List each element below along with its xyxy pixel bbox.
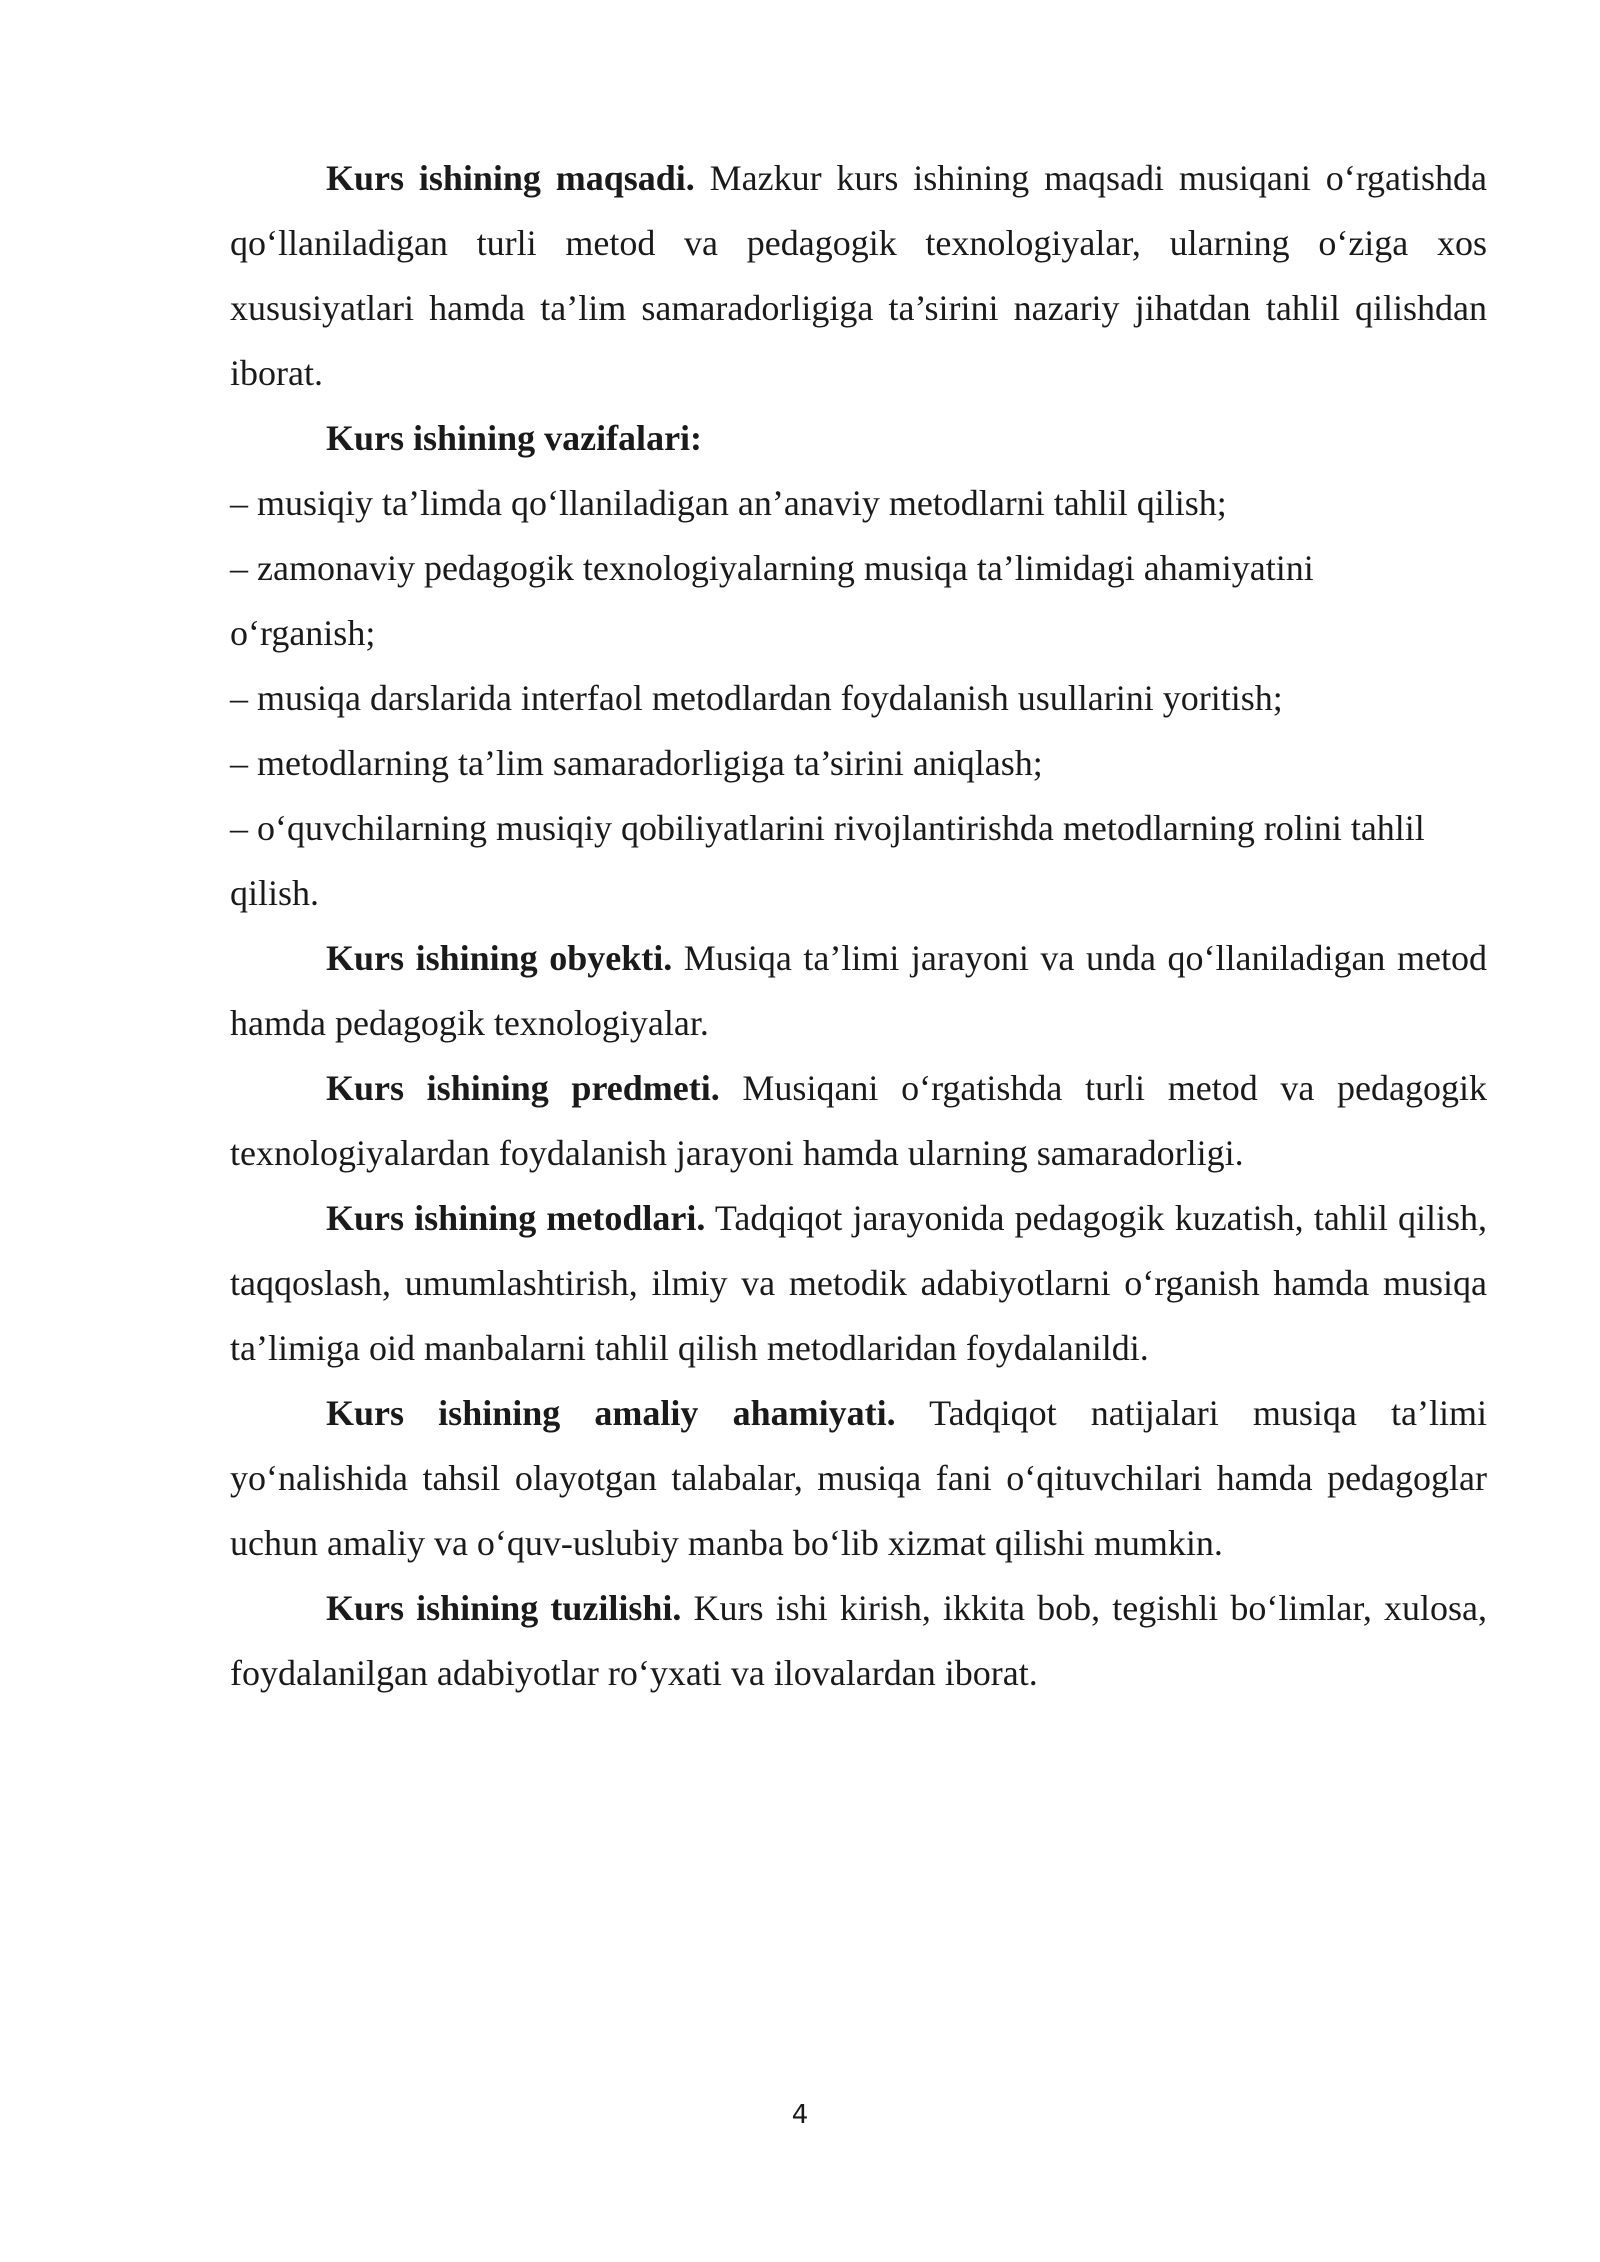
aim-text: Mazkur kurs ishining maqsadi musiqani o‘rgatishda qo‘llaniladigan turli metod va pedagogik texnologiyalar, ularning o‘ziga xos xususiyatlari hamda ta’lim samaradorligiga ta’sirini nazariy jihatdan tahlil qilishdan iborat.	[230, 158, 1487, 393]
methods-heading: Kurs ishining metodlari.	[326, 1198, 706, 1238]
task-item: – zamonaviy pedagogik texnologiyalarning musiqa ta’limidagi ahamiyatini o‘rganish;	[230, 548, 1314, 653]
methods-text: Tadqiqot jarayonida pedagogik kuzatish, tahlil qilish, taqqoslash, umumlashtirish, ilmiy va metodik adabiyotlarni o‘rganish hamda musiqa ta’limiga oid manbalarni tahlil qilish metodlaridan foydalanildi.	[230, 1198, 1487, 1368]
tasks-heading: Kurs ishining vazifalari:	[326, 418, 703, 458]
aim-paragraph	[230, 146, 1487, 406]
object-heading: Kurs ishining obyekti.	[326, 938, 673, 978]
subject-heading: Kurs ishining predmeti.	[326, 1068, 720, 1108]
object-text: Musiqa ta’limi jarayoni va unda qo‘llaniladigan metod hamda pedagogik texnologiyalar.	[230, 938, 1487, 1043]
task-item: – metodlarning ta’lim samaradorligiga ta’sirini aniqlash;	[230, 743, 1043, 783]
tasks-heading-paragraph	[230, 406, 1487, 471]
structure-text: Kurs ishi kirish, ikkita bob, tegishli bo‘limlar, xulosa, foydalanilgan adabiyotlar ro‘yxati va ilovalardan iborat.	[230, 1588, 1487, 1693]
task-item: – musiqa darslarida interfaol metodlardan foydalanish usullarini yoritish;	[230, 678, 1283, 718]
object-paragraph	[230, 926, 1487, 1056]
subject-paragraph	[230, 1056, 1487, 1186]
task-item: – o‘quvchilarning musiqiy qobiliyatlarini rivojlantirishda metodlarning rolini tahlil qilish.	[230, 808, 1425, 913]
tasks-list	[230, 471, 1487, 926]
practical-text: Tadqiqot natijalari musiqa ta’limi yo‘nalishida tahsil olayotgan talabalar, musiqa fani o‘qituvchilari hamda pedagoglar uchun amaliy va o‘quv-uslubiy manba bo‘lib xizmat qilishi mumkin.	[230, 1393, 1487, 1563]
page-number: 4	[791, 2100, 809, 2130]
subject-text: Musiqani o‘rgatishda turli metod va pedagogik texnologiyalardan foydalanish jarayoni hamda ularning samaradorligi.	[230, 1068, 1487, 1173]
document-page	[230, 146, 1487, 1706]
practical-heading: Kurs ishining amaliy ahamiyati.	[326, 1393, 896, 1433]
structure-paragraph	[230, 1576, 1487, 1706]
structure-heading: Kurs ishining tuzilishi.	[326, 1588, 682, 1628]
methods-paragraph	[230, 1186, 1487, 1381]
practical-paragraph	[230, 1381, 1487, 1576]
task-item: – musiqiy ta’limda qo‘llaniladigan an’anaviy metodlarni tahlil qilish;	[230, 483, 1227, 523]
aim-heading: Kurs ishining maqsadi.	[326, 158, 695, 198]
